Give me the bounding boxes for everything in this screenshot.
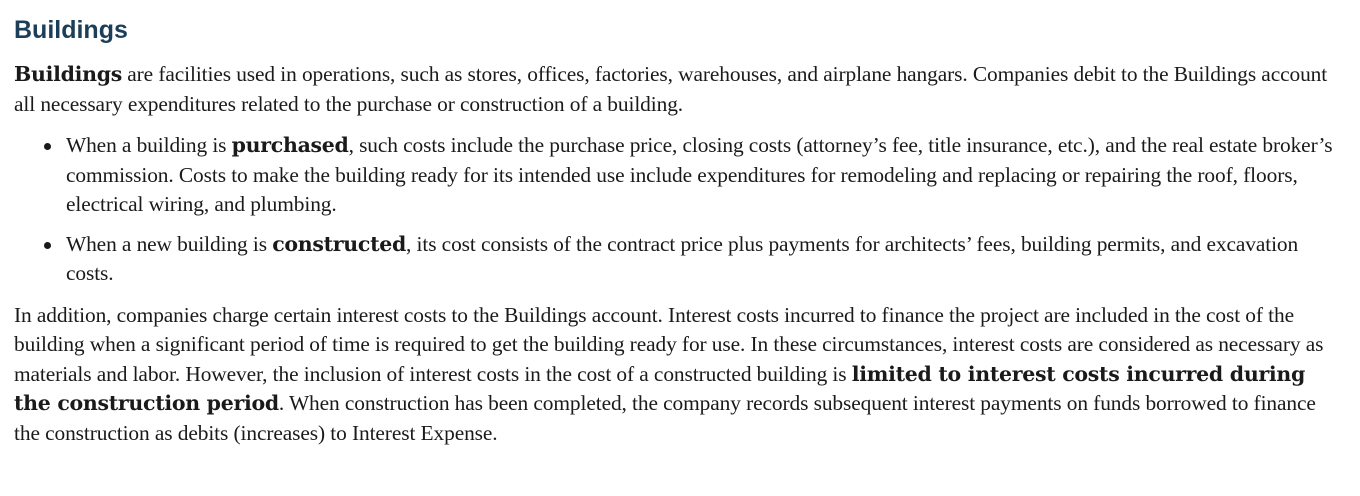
list-item-bold: purchased (231, 133, 349, 157)
bullet-icon (44, 143, 51, 150)
bullet-icon (44, 242, 51, 249)
interest-bold: limited to interest costs incurred during the construction period (14, 361, 1306, 415)
list-item-text-after: , such costs include the purchase price, closing costs (attorney’s fee, title insurance, etc.), and the real estate broker’s commission. Costs to make the building ready for its intended use include expenditures for remodeling and replacing or repairing the roof, floors, electrical wiring, and plumbing. (66, 133, 1333, 216)
list-item-text-before: When a new building is (66, 231, 273, 256)
list-item-bold: constructed (272, 231, 407, 256)
intro-text: are facilities used in operations, such as stores, offices, factories, warehouses, and airplane hangars. Companies debit to the Buildings account all necessary expenditures related to the purchase or construction of a building. (14, 62, 1328, 116)
list-item-text-after: , its cost consists of the contract price plus payments for architects’ fees, building permits, and excavation costs. (66, 231, 1299, 285)
interest-text-after: . When construction has been completed, the company records subsequent interest payments on funds borrowed to finance the construction as debits (increases) to Interest Expense. (14, 391, 1316, 445)
list-item-text-before: When a building is (66, 133, 232, 157)
list-item-purchased (66, 131, 1344, 220)
section-heading: Buildings (14, 16, 128, 44)
interest-text-before: In addition, companies charge certain interest costs to the Buildings account. Interest costs incurred to finance the project are included in the cost of the building when a significant period of time is required to get the building ready for use. In these circumstances, interest costs are considered as necessary as materials and labor. However, the inclusion of interest costs in the cost of a constructed building is (14, 302, 1324, 386)
interest-paragraph (14, 301, 1344, 449)
intro-paragraph (14, 60, 1344, 119)
cost-list (14, 131, 1344, 289)
document (14, 14, 1344, 460)
list-item-constructed (66, 230, 1344, 289)
intro-term: Buildings (14, 62, 123, 86)
